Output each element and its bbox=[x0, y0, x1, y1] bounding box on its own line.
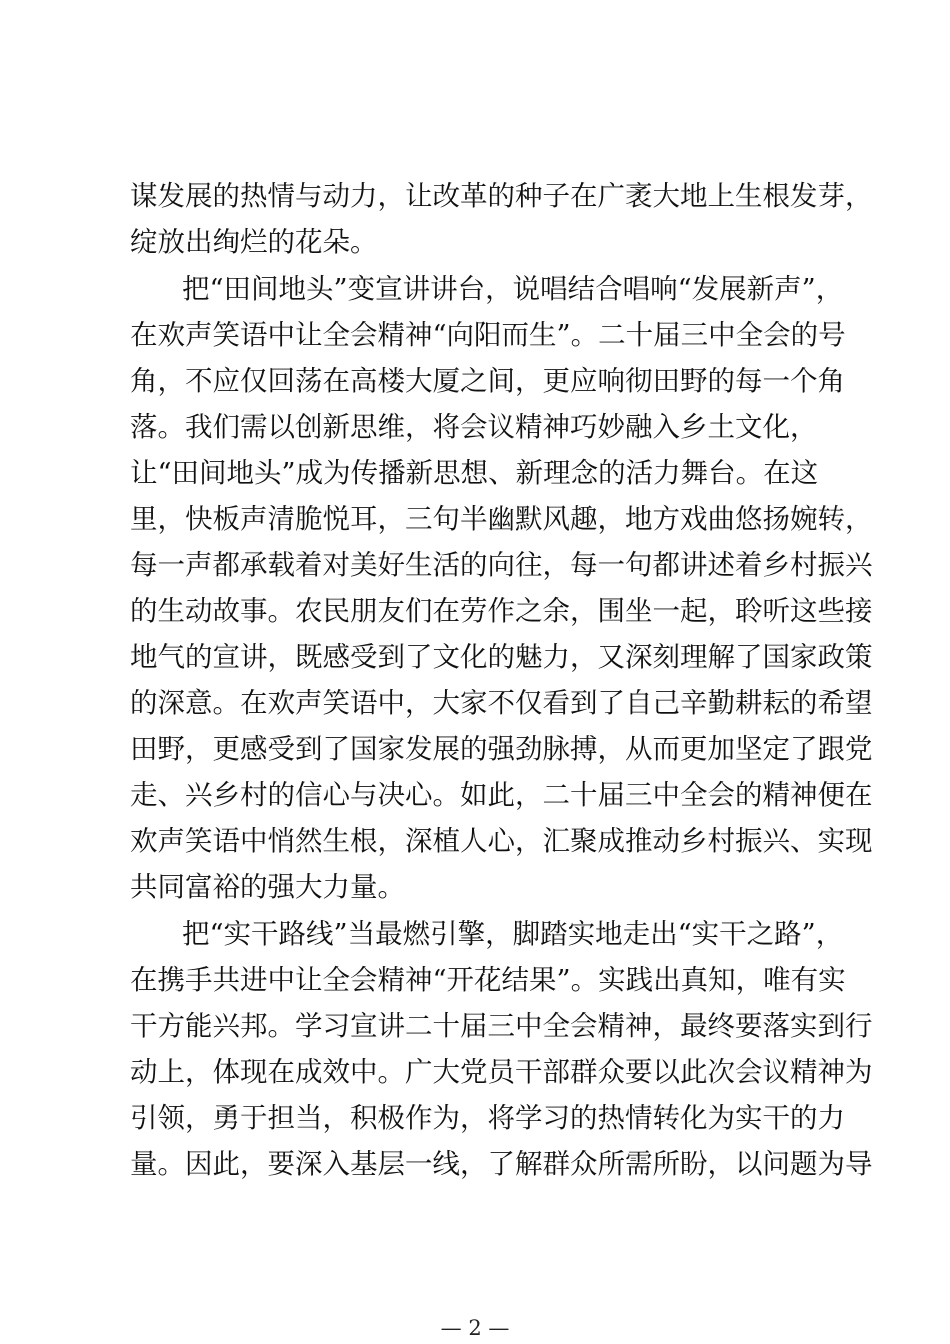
text-line: 走、兴乡村的信心与决心。如此，二十届三中全会的精神便在 bbox=[130, 779, 873, 811]
text-line: 田野，更感受到了国家发展的强劲脉搏，从而更加坚定了跟党 bbox=[130, 733, 873, 765]
text-line: 引领，勇于担当，积极作为，将学习的热情转化为实干的力 bbox=[130, 1102, 845, 1134]
page-number: — 2 — bbox=[440, 1316, 510, 1340]
text-line: 把“实干路线”当最燃引擎，脚踏实地走出“实干之路”， bbox=[182, 918, 844, 950]
text-line: 谋发展的热情与动力，让改革的种子在广袤大地上生根发芽， bbox=[130, 180, 873, 212]
text-line: 欢声笑语中悄然生根，深植人心，汇聚成推动乡村振兴、实现 bbox=[130, 825, 873, 857]
text-line: 把“田间地头”变宣讲讲台，说唱结合唱响“发展新声”， bbox=[182, 273, 844, 305]
text-line: 在携手共进中让全会精神“开花结果”。实践出真知，唯有实 bbox=[130, 964, 846, 996]
text-line: 的生动故事。农民朋友们在劳作之余，围坐一起，聆听这些接 bbox=[130, 595, 873, 627]
text-line: 量。因此，要深入基层一线，了解群众所需所盼，以问题为导 bbox=[130, 1148, 873, 1180]
text-line: 让“田间地头”成为传播新思想、新理念的活力舞台。在这 bbox=[130, 457, 819, 489]
text-line: 共同富裕的强大力量。 bbox=[130, 871, 405, 903]
text-line: 干方能兴邦。学习宣讲二十届三中全会精神，最终要落实到行 bbox=[130, 1010, 873, 1042]
text-line: 每一声都承载着对美好生活的向往，每一句都讲述着乡村振兴 bbox=[130, 549, 873, 581]
text-line: 在欢声笑语中让全会精神“向阳而生”。二十届三中全会的号 bbox=[130, 319, 846, 351]
text-line: 的深意。在欢声笑语中，大家不仅看到了自己辛勤耕耘的希望 bbox=[130, 687, 873, 719]
text-line: 角，不应仅回荡在高楼大厦之间，更应响彻田野的每一个角 bbox=[130, 365, 845, 397]
text-line: 落。我们需以创新思维，将会议精神巧妙融入乡土文化， bbox=[130, 411, 818, 443]
text-line: 绽放出绚烂的花朵。 bbox=[130, 226, 378, 258]
text-line: 地气的宣讲，既感受到了文化的魅力，又深刻理解了国家政策 bbox=[130, 641, 873, 673]
text-line: 动上，体现在成效中。广大党员干部群众要以此次会议精神为 bbox=[130, 1056, 873, 1088]
text-line: 里，快板声清脆悦耳，三句半幽默风趣，地方戏曲悠扬婉转， bbox=[130, 503, 873, 535]
